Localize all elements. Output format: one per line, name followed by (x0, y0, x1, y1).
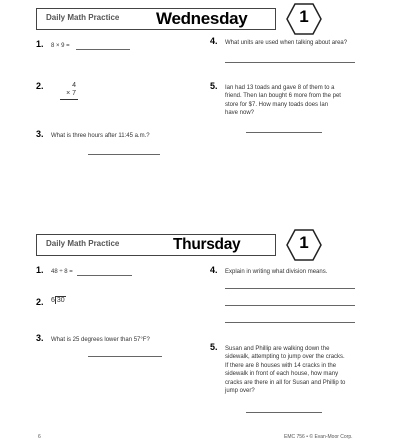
week-number: 1 (299, 7, 309, 26)
question-number: 2. (36, 81, 44, 91)
answer-line (246, 132, 322, 133)
answer-line (76, 49, 130, 50)
answer-line (77, 275, 132, 276)
answer-line (225, 322, 355, 323)
text-line: friend. Then Ian bought 6 more from the pet (225, 93, 341, 100)
text-line: If there are 8 houses with 14 cracks in the (225, 362, 337, 369)
text-line: sidewalk in front of each house, how many (225, 371, 339, 378)
answer-line (225, 305, 355, 306)
multiplication-problem (56, 82, 76, 98)
long-division-problem (51, 297, 66, 304)
week-number-hexagon (286, 3, 322, 35)
division-bracket (55, 296, 66, 304)
question-number: 3. (36, 333, 44, 343)
question-text (225, 345, 345, 395)
banner-label: Daily Math Practice (46, 13, 120, 22)
day-title: Wednesday (156, 9, 248, 28)
answer-bar (60, 99, 78, 100)
multiplicand: 4 (72, 82, 76, 89)
answer-line (225, 62, 355, 63)
week-number-hexagon (286, 229, 322, 261)
multiplier: × 7 (66, 90, 76, 97)
text-line: cracks are there in all for Susan and Phillip to (225, 379, 346, 386)
banner-label: Daily Math Practice (46, 239, 120, 248)
publisher-credit: EMC 756 • © Evan-Moor Corp. (284, 434, 353, 440)
text-line: have now? (225, 110, 255, 117)
text-line: jump over? (225, 388, 255, 395)
question-number: 4. (210, 265, 218, 275)
page-number: 6 (38, 434, 41, 440)
question-text (225, 84, 341, 118)
text-line: store for $7. How many toads does Ian (225, 101, 329, 108)
answer-line (88, 356, 162, 357)
question-text: What is 25 degrees lower than 57°F? (51, 337, 150, 343)
question-number: 1. (36, 265, 44, 275)
answer-line (88, 154, 160, 155)
question-number: 1. (36, 39, 44, 49)
question-text: Explain in writing what division means. (225, 269, 328, 275)
question-text: What is three hours after 11:45 a.m.? (51, 133, 150, 139)
week-number: 1 (299, 233, 309, 252)
question-number: 5. (210, 81, 218, 91)
text-line: Ian had 13 toads and gave 8 of them to a (225, 85, 335, 91)
answer-line (225, 288, 355, 289)
day-title: Thursday (173, 236, 241, 253)
question-text: 8 × 9 = (51, 43, 70, 49)
answer-line (246, 412, 322, 413)
question-number: 3. (36, 129, 44, 139)
text-line: sidewalk, attempting to jump over the cracks. (225, 354, 345, 361)
dividend: 30 (56, 297, 65, 304)
question-number: 2. (36, 297, 44, 307)
divisor: 6 (51, 297, 55, 304)
question-text: What units are used when talking about area? (225, 40, 348, 46)
question-number: 5. (210, 342, 218, 352)
text-line: Susan and Phillip are walking down the (225, 346, 330, 352)
question-text: 48 ÷ 8 = (51, 269, 73, 275)
question-number: 4. (210, 36, 218, 46)
thursday-banner (36, 234, 356, 256)
wednesday-banner (36, 8, 356, 30)
